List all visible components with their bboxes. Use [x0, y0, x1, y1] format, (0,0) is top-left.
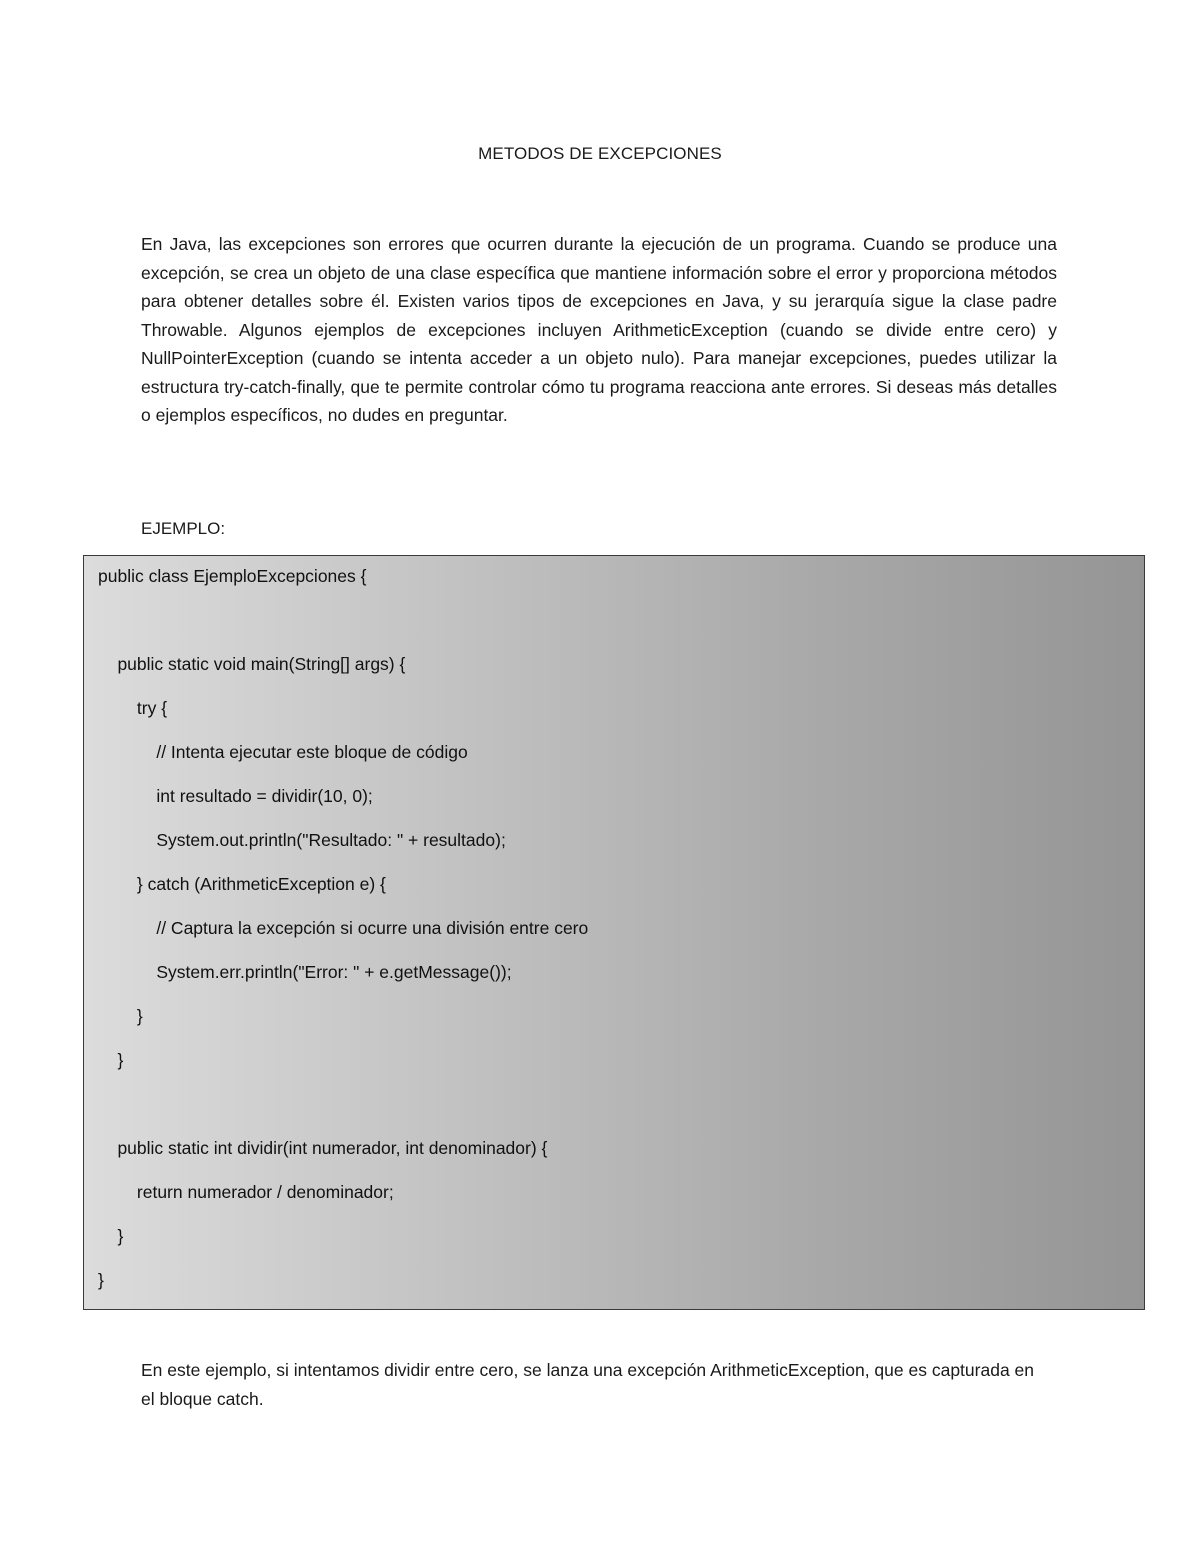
- code-line: public static void main(String[] args) {: [98, 654, 406, 674]
- intro-paragraph: En Java, las excepciones son errores que ocurren durante la ejecución de un programa. Cuando se produce una excepción, se crea un objeto de una clase específica que mantiene información sobre el error y proporciona métodos para obtener detalles sobre él. Existen varios tipos de excepciones en Java, y su jerarquía sigue la clase padre Throwable. Algunos ejemplos de excepciones incluyen ArithmeticException (cuando se divide entre cero) y NullPointerException (cuando se intenta acceder a un objeto nulo). Para manejar excepciones, puedes utilizar la estructura try-catch-finally, que te permite controlar cómo tu programa reacciona ante errores. Si deseas más detalles o ejemplos específicos, no dudes en preguntar.: [141, 234, 1057, 425]
- code-line: try {: [98, 698, 168, 718]
- code-line: System.err.println("Error: " + e.getMessage());: [98, 962, 512, 982]
- code-line: System.out.println("Resultado: " + resultado);: [98, 830, 506, 850]
- code-line: }: [98, 1006, 143, 1026]
- code-line: public class EjemploExcepciones {: [98, 566, 367, 586]
- code-line: } catch (ArithmeticException e) {: [98, 874, 386, 894]
- code-line: }: [98, 1226, 124, 1246]
- code-line: public static int dividir(int numerador, int denominador) {: [98, 1138, 548, 1158]
- code-line: return numerador / denominador;: [98, 1182, 394, 1202]
- code-line: }: [98, 1050, 124, 1070]
- example-label: EJEMPLO:: [141, 519, 226, 538]
- document-title: METODOS DE EXCEPCIONES: [478, 144, 722, 163]
- code-block: [83, 555, 1145, 1310]
- code-line: int resultado = dividir(10, 0);: [98, 786, 373, 806]
- code-line: }: [98, 1270, 104, 1290]
- code-line: // Intenta ejecutar este bloque de código: [98, 742, 468, 762]
- closing-paragraph: En este ejemplo, si intentamos dividir entre cero, se lanza una excepción ArithmeticException, que es capturada en el bloque catch.: [141, 1360, 1035, 1409]
- code-line: // Captura la excepción si ocurre una división entre cero: [98, 918, 589, 938]
